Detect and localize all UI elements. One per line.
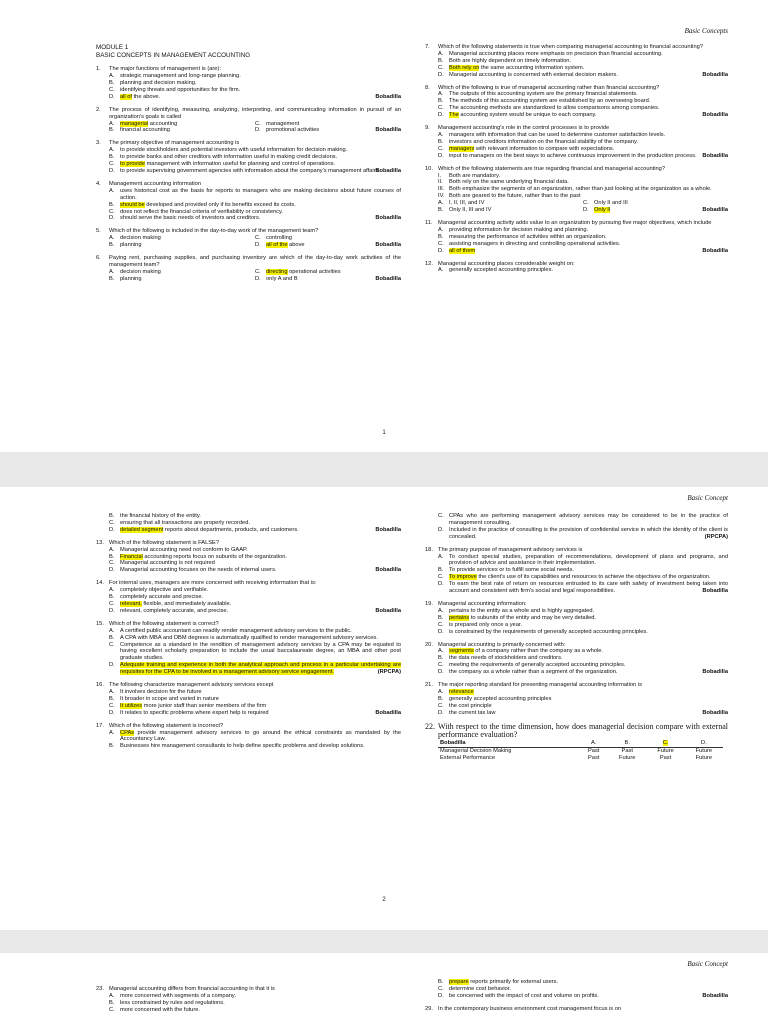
question-18: 18. The primary purpose of management advisory services is A. To conduct special studies, preparation of recommendations, development of plans and programs, and provision of advice and assistance in their implementation. B. To provide services or to fulfill some social needs. C. To improve the client's use of its capabilities and resources to achieve the objectives of the organization. D. To earn the best rate of return on resources entrusted to its care with safety of investment being taken into account and consistent with firm's social and legal responsibilities. Bobadilla (425, 546, 728, 595)
question-stem: Management accounting's role in the control processes is to provide (438, 125, 610, 132)
rpcpa-label: (RPCPA) (704, 533, 728, 540)
option-c: It utilizes more junior staff than senior members of the firm (120, 702, 267, 709)
option-a: The outputs of this accounting system are the primary financial statements. (449, 91, 638, 98)
table-header-cell: B. (608, 740, 646, 748)
source-label: Bobadilla (375, 93, 401, 100)
left-column (96, 986, 401, 1020)
question-stem: Which of the following statements is true when comparing managerial accounting to financial accounting? (438, 44, 703, 50)
question-6: 6. Paying rent, purchasing supplies, and purchasing inventory are which of the day-to-day work activities of the management team? A. decision making C. directing operational activities B. planning D. only A and B Bobadilla (96, 255, 401, 282)
option-a: generally accepted accounting principles. (449, 267, 554, 274)
page-header: Basic Concept (687, 960, 728, 968)
source-label: Bobadilla (702, 207, 728, 214)
answer-highlight: Adequate training and experience in both the analytical approach and process in a particular undertaking are requisites for the CPA to be involved in a management advisory service engagement. (120, 662, 401, 676)
option-c: the cost principle (449, 702, 492, 709)
question-stem: The primary objective of management accounting is (109, 140, 240, 147)
question-stem: Managerial accounting differs from financial accounting in that it is (109, 986, 275, 992)
question-stem: With respect to the time dimension, how does managerial decision compare with external performance evaluation? (438, 721, 728, 740)
option-c: assisting managers in directing and controlling operational activities. (449, 240, 621, 247)
source-label: Bobadilla (375, 607, 401, 614)
answer-highlight: relevant, (120, 601, 142, 607)
answer-highlight: relevance (449, 688, 474, 695)
question-stem: The primary purpose of management advisory services is (438, 546, 583, 553)
question-19: 19. Managerial accounting information: A. pertains to the entity as a whole and is highly aggregated. B. pertains to subunits of the entity and may be very detailed. C. is prepared only once a year. D. is constrained by the requirements of generally accepted accounting principles. (425, 601, 728, 636)
answer-highlight: managers (449, 145, 475, 152)
option-c: relevant, flexible, and immediately available. (120, 601, 232, 607)
option-a: pertains to the entity as a whole and is highly aggregated. (449, 607, 595, 614)
question-4: 4. Management accounting information A. uses historical cost as the basis for reports to managers who are making decisions about future courses of action. B. should be developed and provided only if its benefits exceed its costs. C. does not reflect the financial criteria of verifiability or consistency. D. should serve the basic needs of investors and creditors. Bobadilla (96, 180, 401, 222)
question-stem: Which of the following statements are true regarding financial and managerial accounting? (438, 165, 666, 172)
question-9: 9. Management accounting's role in the control processes is to provide A. managers with information that can be used to determine customer satisfaction levels. B. investors and creditors information on the financial stability of the company. C. managers with relevant information to compare with expectations. D. input to managers on the best ways to achieve continuous improvement in the production process. Bobadilla (425, 125, 728, 159)
table-header-cell: D. (685, 740, 723, 748)
source-label: Bobadilla (702, 709, 728, 716)
answer-highlight: C. (662, 739, 669, 746)
option-c: managers with relevant information to compare with expectations. (449, 145, 615, 152)
table-header-cell: A. (579, 740, 608, 748)
question-stem: The following characterize management advisory services except (109, 682, 274, 689)
option-d: should serve the basic needs of investors and creditors. (120, 215, 261, 222)
question-3: 3. The primary objective of management accounting is A. to provide stockholders and potential investors with useful information for decision making. B. to provide banks and other creditors with information useful in making credit decisions. C. to provide management with information useful for planning and control of operations. D. to provide supervising government agencies with information about the company's management affairs. Bobadilla (96, 140, 401, 175)
page-header: Basic Concept (687, 494, 728, 502)
option-b: measuring the performance of activities within an organization. (449, 233, 607, 240)
option-b: the data needs of stockholders and creditors. (449, 655, 563, 662)
option-c: identifying threats and opportunities for the firm. (120, 86, 241, 93)
page-number: 1 (382, 430, 386, 436)
option-b: planning (120, 275, 142, 282)
question-17-continued: C. CPAs who are performing management advisory services may be considered to be in the practice of management consulting. D. Included in the practice of consulting is the provision of confidential service in which the identity of the client is concealed. (RPCPA) (425, 513, 728, 541)
table-row: Managerial Decision Making Past Past Future Future (440, 747, 713, 754)
option-a: segments of a company rather than the company as a whole. (449, 648, 603, 655)
option-d: promotional activities (266, 127, 320, 134)
source-label: Bobadilla (702, 71, 728, 78)
option-d: to provide supervising government agencies with information about the company's management affairs. (120, 168, 380, 174)
option-d: only A and B (266, 275, 298, 282)
answer-highlight: to provide (120, 161, 145, 168)
option-b: Financial accounting reports focus on subunits of the organization. (120, 553, 287, 560)
right-column (425, 513, 728, 768)
option-d: is constrained by the requirements of generally accepted accounting principles. (449, 628, 648, 635)
option-d: be concerned with the impact of cost and volume on profits. (449, 992, 599, 999)
question-stem: Which of the following statement is correct? (109, 620, 219, 627)
question-stem: The process of identifying, measuring, analyzing, interpreting, and communicating information in pursuit of an organization's goals is called (109, 106, 401, 120)
source-label: Bobadilla (702, 152, 728, 159)
question-16: 16. The following characterize management advisory services except A. It involves decision for the future B. It broader in scope and varied in nature C. It utilizes more junior staff than senior members of the firm D. It relates to specific problems where expert help is required Bobadilla (96, 682, 401, 716)
source-label: Bobadilla (702, 588, 728, 595)
option-d: Included in the practice of consulting is the provision of confidential service in which the identity of the client is concealed. (449, 526, 728, 540)
option-d: Managerial accounting is concerned with external decision makers. (449, 71, 618, 78)
option-b: to provide banks and other creditors with information useful in making credit decisions. (120, 154, 338, 161)
option-c: is prepared only once a year. (449, 621, 523, 628)
answer-highlight: Both rely on (449, 64, 480, 71)
option-a: providing information for decision making and planning. (449, 226, 589, 233)
option-b: It broader in scope and varied in nature (120, 695, 219, 702)
question-2: 2. The process of identifying, measuring, analyzing, interpreting, and communicating information in pursuit of an organization's goals is called A. managerial accounting C. management B. financial accounting D. promotional activities Bobadilla (96, 106, 401, 134)
question-stem: Managerial accounting activity adds value to an organization by pursuing five major objectives, which include (438, 220, 712, 226)
page-number: 2 (382, 897, 386, 903)
answer-highlight: pertains (449, 614, 470, 621)
option-b: A CPA with MBA and DBM degrees is automatically qualified to render management advisory services. (120, 634, 378, 641)
option-b: planning and decision making. (120, 80, 197, 86)
option-a: to provide stockholders and potential investors with useful information for decision making. (120, 147, 348, 154)
question-28-continued: B. prepare reports primarily for external users. C. determine cost behavior. D. be concerned with the impact of cost and volume on profits. Bobadilla (425, 979, 728, 1000)
option-a: managers with information that can be used to determine customer satisfaction levels. (449, 132, 666, 138)
option-a: It involves decision for the future (120, 689, 202, 695)
question-stem: For internal uses, managers are more concerned with receiving information that is: (109, 580, 317, 587)
question-10: 10. Which of the following statements are true regarding financial and managerial accounting? I. Both are mandatory. II. Both rely on the same underlying financial data. III. Both emphasize the segments of an organization, rather than just looking at the organization as a whole. IV. Both are geared to the future, rather than to the past A. I, II, III, and IV C. Only II and III B. Only II, III and IV D. Only II Bobadilla (425, 165, 728, 214)
statement-i: Both are mandatory. (449, 172, 501, 179)
question-stem: The major functions of management is (are): (109, 66, 221, 73)
question-8: 8. Which of the following is true of managerial accounting rather than financial accounting? A. The outputs of this accounting system are the primary financial statements. B. The methods of this accounting system are established by an overseeing board. C. The accounting methods are standardized to allow comparisons among companies. D. The accounting system would be unique to each company. Bobadilla (425, 84, 728, 119)
time-dimension-table (438, 740, 723, 762)
question-stem: Which of the following statement is incorrect? (109, 722, 224, 729)
question-12: 12. Managerial accounting places considerable weight on: A. generally accepted accounting principles. (425, 261, 728, 275)
table-header-cell (646, 740, 684, 748)
option-b: The methods of this accounting system are established by an overseeing board. (449, 98, 651, 105)
option-a: decision making (120, 268, 161, 275)
option-d: The accounting system would be unique to each company. (449, 112, 597, 119)
option-d (449, 248, 728, 255)
option-d (120, 662, 401, 676)
page-3 (0, 953, 768, 1024)
option-d: relevant, completely accurate, and precise. (120, 607, 229, 614)
answer-highlight: The (449, 112, 459, 119)
source-label: Bobadilla (375, 526, 401, 533)
option-c: determine cost behavior. (449, 985, 511, 992)
source-label: Bobadilla (702, 247, 728, 254)
question-13: 13. Which of the following statement is FALSE? A. Managerial accounting need not conform to GAAP. B. Financial accounting reports focus on subunits of the organization. C. Managerial accounting is not required D. Managerial accounting focuses on the needs of internal users. Bobadilla (96, 539, 401, 574)
option-a: A certified public accountant can readily render management advisory services to the public. (120, 627, 352, 634)
option-b: financial accounting (120, 127, 170, 134)
option-a (449, 689, 728, 696)
question-1: 1. The major functions of management is (are): A. strategic management and long-range planning. B. planning and decision making. C. identifying threats and opportunities for the firm. D. all of the above. Bobadilla (96, 66, 401, 100)
source-label: Bobadilla (702, 992, 728, 999)
answer-highlight: all of (120, 93, 133, 100)
table-row: External Performance Past Future Past Future (440, 754, 713, 761)
question-11: 11. Managerial accounting activity adds value to an organization by pursuing five major objectives, which include A. providing information for decision making and planning. B. measuring the performance of activities within an organization. C. assisting managers in directing and controlling operational activities. D. all of them Bobadilla (425, 220, 728, 254)
question-20: 20. Managerial accounting is primarily concerned with: A. segments of a company rather than the company as a whole. B. the data needs of stockholders and creditors. C. meeting the requirements of generally accepted accounting principles. D. the company as a whole rather than a segment of the organization. Bobadilla (425, 641, 728, 676)
option-c: The accounting methods are standardized to allow comparisons among companies. (449, 105, 660, 112)
question-stem: Which of the following is true of managerial accounting rather than financial accounting? (438, 84, 660, 91)
option-b: pertains to subunits of the entity and may be very detailed. (449, 614, 597, 621)
module-subtitle: BASIC CONCEPTS IN MANAGEMENT ACCOUNTING (96, 51, 251, 59)
option-d: It relates to specific problems where expert help is required (120, 709, 269, 716)
question-stem: In the contemporary business environment cost management focus is on (438, 1005, 622, 1012)
option-c: does not reflect the financial criteria of verifiability or consistency. (120, 208, 284, 215)
question-7: 7. Which of the following statements is true when comparing managerial accounting to financial accounting? A. Managerial accounting places more emphasis on precision than financial accounting. B. Both are highly dependent on timely information. C. Both rely on the same accounting information system. D. Managerial accounting is concerned with external decision makers. Bobadilla (425, 44, 728, 78)
option-c: Competence as a standard in the rendition of management advisory services by a CPA may be equated to having excellent scholarly preparation to include the usual baccalaureate degree, an MBA and other post graduate studies. (120, 641, 401, 662)
question-15: 15. Which of the following statement is correct? A. A certified public accountant can readily render management advisory services to the public. B. A CPA with MBA and DBM degrees is automatically qualified to render management advisory services. C. Competence as a standard in the rendition of management advisory services by a CPA may be equated to having excellent scholarly preparation to include the usual baccalaureate degree, an MBA and other post graduate studies. D. Adequate training and experience in both the analytical approach and process in a particular undertaking are requisites for the CPA to be involved in a management advisory service engagement. (RPCPA) (96, 620, 401, 676)
question-22: 22. With respect to the time dimension, how does managerial decision compare with external performance evaluation? Bobadilla A. B. C. D. Managerial Decision Making Past Past Future Future External Performance Past Future Past Future (425, 721, 728, 761)
option-d: input to managers on the best ways to achieve continuous improvement in the production process. (449, 152, 697, 159)
option-c: Managerial accounting is not required (120, 560, 215, 567)
option-b: Only II, III and IV (449, 207, 492, 214)
option-d: the company as a whole rather than a segment of the organization. (449, 669, 618, 676)
option-c: more concerned with the future. (120, 1006, 200, 1013)
rpcpa-label: (RPCPA) (377, 669, 401, 676)
option-c: CPAs who are performing management advisory services may be considered to be in the practice of management consulting. (449, 513, 728, 526)
source-label: Bobadilla (375, 168, 401, 175)
option-b: To provide services or to fulfill some social needs. (449, 567, 574, 574)
option-a: To conduct special studies, preparation of recommendations, development of plans and programs, and provision of advice and assistance in their implementation. (449, 553, 728, 567)
option-b: less constrained by rules and regulations. (120, 999, 225, 1006)
statement-iii: Both emphasize the segments of an organization, rather than just looking at the organization as a whole. (449, 186, 712, 193)
option-a: uses historical cost as the basis for reports to managers who are making decisions about future courses of action. (120, 187, 401, 201)
source-label: Bobadilla (375, 709, 401, 716)
option-b: planning (120, 242, 142, 249)
question-number: 1. (96, 66, 101, 73)
answer-highlight: should be (120, 201, 145, 208)
answer-highlight: To improve (449, 574, 477, 581)
answer-highlight: managerial (120, 120, 149, 127)
source-label: Bobadilla (375, 215, 401, 222)
option-a: Managerial accounting need not conform to GAAP. (120, 546, 248, 553)
source-label: Bobadilla (702, 669, 728, 676)
option-d: all of the above. (120, 93, 161, 100)
source-label: Bobadilla (375, 242, 401, 249)
question-17: 17. Which of the following statement is incorrect? A. CPAs provide management advisory services to go around the ethical constraints as mandated by the Accountancy Law. B. Businesses hire management consultants to help define specific problems and develop solutions. (96, 722, 401, 750)
source-label: Bobadilla (375, 127, 401, 134)
question-14: 14. For internal uses, managers are more concerned with receiving information that is: A. completely objective and verifiable. B. completely accurate and precise. C. relevant, flexible, and immediately available. D. relevant, completely accurate, and precise. Bobadilla (96, 580, 401, 614)
page-2 (0, 487, 768, 930)
source-label: Bobadilla (702, 112, 728, 119)
question-stem: Management accounting information (109, 180, 202, 187)
option-a: I, II, III, and IV (449, 200, 485, 207)
question-stem: Paying rent, purchasing supplies, and purchasing inventory are which of the day-to-day work activities of the management team? (109, 255, 401, 269)
option-a: completely objective and verifiable. (120, 587, 209, 594)
answer-highlight: all of them (449, 247, 476, 254)
option-d: Managerial accounting focuses on the needs of internal users. (120, 567, 277, 574)
option-c: ensuring that all transactions are properly recorded. (120, 519, 250, 526)
option-b: prepare reports primarily for external users. (449, 979, 559, 985)
option-a: CPAs provide management advisory services to go around the ethical constraints as mandated by the Accountancy Law. (120, 729, 401, 743)
question-5: 5. Which of the following is included in the day-to-day work of the management team? A. decision making C. controlling B. planning D. all of the above Bobadilla (96, 228, 401, 249)
option-b: completely accurate and precise. (120, 594, 204, 601)
question-12-continued: B. the financial history of the entity. C. ensuring that all transactions are properly recorded. D. detailed segment reports about departments, products, and customers. Bobadilla (96, 513, 401, 534)
question-stem: Managerial accounting is primarily concerned with: (438, 641, 566, 648)
left-column (96, 44, 401, 289)
option-a: strategic management and long-range planning. (120, 73, 241, 80)
option-b: investors and creditors information on the financial stability of the company. (449, 138, 638, 145)
option-b: generally accepted accounting principles (449, 695, 552, 702)
option-b: Both are highly dependent on timely information. (449, 57, 572, 64)
question-29: 29. In the contemporary business environment cost management focus is on (425, 1006, 728, 1013)
option-c: Only II and III (594, 200, 628, 207)
question-23: 23. Managerial accounting differs from financial accounting in that it is A. more concerned with segments of a company. B. less constrained by rules and regulations. C. more concerned with the future. (96, 986, 401, 1014)
right-column (425, 44, 728, 280)
question-21: 21. The major reporting standard for presenting managerial accounting information is A. relevance B. generally accepted accounting principles C. the cost principle D. the current tax law Bobadilla (425, 682, 728, 716)
answer-highlight: directing (266, 268, 288, 275)
option-b: the financial history of the entity. (120, 513, 201, 519)
option-c: to provide management with information useful for planning and control of operations. (120, 161, 335, 168)
option-a: more concerned with segments of a company. (120, 992, 236, 999)
answer-highlight: CPAs (120, 729, 135, 736)
option-d: detailed segment reports about departments, products, and customers. (120, 526, 299, 533)
question-stem: Managerial accounting information: (438, 601, 527, 607)
page-header: Basic Concepts (684, 27, 728, 35)
question-stem: The major reporting standard for presenting managerial accounting information is (438, 682, 642, 689)
option-c: meeting the requirements of generally accepted accounting principles. (449, 662, 626, 669)
option-b: Businesses hire management consultants to help define specific problems and develop solutions. (120, 743, 365, 750)
page-1 (0, 0, 768, 452)
right-column (425, 979, 728, 1019)
module-heading (96, 44, 401, 59)
answer-highlight: It utilizes (120, 702, 143, 709)
option-d: To earn the best rate of return on resources entrusted to its care with safety of investment being taken into account and consistent with firm's social and legal responsibilities. (449, 581, 728, 595)
answer-highlight: all of the (266, 242, 288, 249)
question-stem: Which of the following statement is FALSE? (109, 539, 220, 546)
option-c: management (266, 120, 300, 127)
statement-ii: Both rely on the same underlying financial data. (449, 179, 569, 186)
option-c: Both rely on the same accounting information system. (449, 64, 585, 71)
question-stem: Managerial accounting places considerable weight on: (438, 260, 575, 267)
source-label: Bobadilla (375, 567, 401, 574)
option-b: should be developed and provided only if its benefits exceed its costs. (120, 201, 296, 208)
table-header-cell: Bobadilla (438, 740, 579, 748)
option-d: the current tax law (449, 709, 496, 716)
left-column (96, 513, 401, 756)
question-stem: Which of the following is included in the day-to-day work of the management team? (109, 228, 319, 235)
answer-highlight: segments (449, 648, 474, 655)
answer-highlight: prepare (449, 979, 469, 985)
option-c: To improve the client's use of its capabilities and resources to achieve the objectives of the organization. (449, 574, 711, 581)
answer-highlight: detailed segment (120, 526, 164, 533)
option-a: Managerial accounting places more emphasis on precision than financial accounting. (449, 50, 663, 57)
statement-iv: Both are geared to the future, rather than to the past (449, 193, 581, 200)
answer-highlight: Only II (594, 207, 611, 214)
module-title: MODULE 1 (96, 44, 129, 51)
option-c: controlling (266, 235, 292, 242)
option-a: decision making (120, 235, 161, 242)
source-label: Bobadilla (375, 275, 401, 282)
answer-highlight: Financial (120, 553, 143, 560)
